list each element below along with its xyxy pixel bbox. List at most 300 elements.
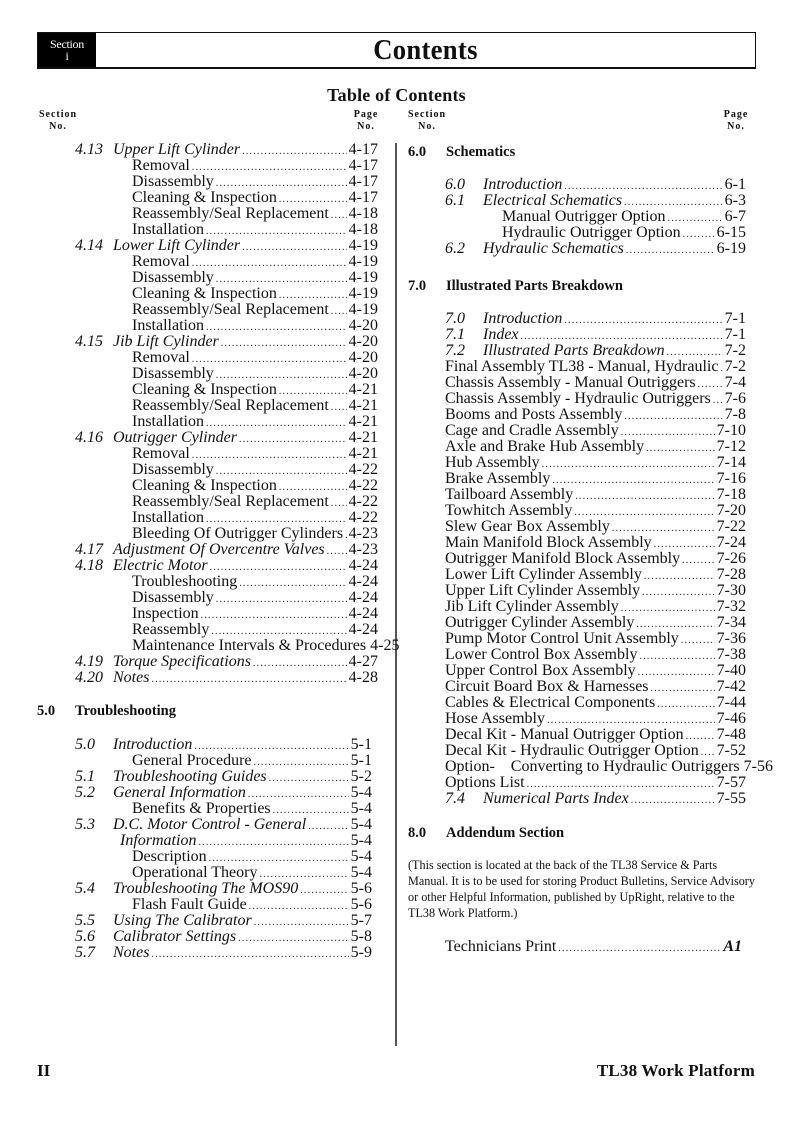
toc-entry-page: 7-12 [716,438,746,455]
toc-entry[interactable] [445,407,746,423]
toc-entry-page: 6-1 [724,176,746,193]
toc-title: Table of Contents [327,85,466,105]
toc-entry-number: 4.13 [75,141,103,158]
toc-entry-label: Cleaning & Inspection [132,285,277,302]
toc-entry-label: Outrigger Cylinder [113,429,237,446]
toc-entry-page: 4-24 [348,605,378,622]
toc-entry-page: 4-20 [348,365,378,382]
toc-entry-page: 4-20 [348,349,378,366]
toc-entry-label: Upper Lift Cylinder [113,141,241,158]
toc-entry-label: Chassis Assembly - Manual Outriggers [445,374,696,391]
left-page-header [350,109,382,133]
toc-entry-label: D.C. Motor Control - General [113,816,307,833]
toc-entry[interactable] [132,222,378,238]
toc-entry[interactable] [132,622,378,638]
toc-entry[interactable] [75,880,372,897]
toc-entry[interactable] [445,535,746,551]
toc-entry[interactable] [445,519,746,535]
toc-entry-label: Illustrated Parts Breakdown [483,342,665,359]
header-no-text: No. [357,121,375,132]
toc-entry-label: Final Assembly TL38 - Manual, Hydraulic [445,358,719,375]
toc-entry-label: Disassembly [132,589,214,606]
toc-entry-label: Jib Lift Cylinder Assembly [445,598,619,615]
toc-entry-page: 7-52 [716,742,746,759]
toc-entry[interactable] [75,653,378,670]
toc-entry-page: 5-4 [350,816,372,833]
toc-entry-label: Outrigger Manifold Block Assembly [445,550,681,567]
toc-entry[interactable] [445,326,746,343]
toc-entry-label: Disassembly [132,173,214,190]
toc-entry[interactable] [132,286,378,302]
toc-entry-number: 5.4 [75,880,95,897]
toc-entry-page: 4-19 [348,237,378,254]
right-page-header [720,109,752,133]
toc-entry[interactable] [132,366,378,382]
toc-entry-label: Description [132,848,207,865]
toc-entry[interactable] [445,631,746,647]
toc-entry-page: 6-3 [724,192,746,209]
toc-entry-page: 4-17 [348,189,378,206]
toc-entry[interactable] [132,350,378,366]
toc-entry-number: 4.19 [75,653,103,670]
toc-entry-number: 4.16 [75,429,103,446]
toc-entry-label: Notes [113,669,150,686]
toc-entry-label: Hydraulic Schematics [483,240,624,257]
toc-entry-page: 5-4 [350,864,372,881]
toc-entry-label: Manual Outrigger Option [502,208,666,225]
toc-entry-label: Disassembly [132,461,214,478]
toc-entry[interactable] [132,897,372,913]
header-no-text: No. [727,121,745,132]
toc-entry[interactable] [132,190,378,206]
toc-entry[interactable] [445,487,746,503]
toc-entry-label: Operational Theory [132,864,258,881]
toc-entry-label: Maintenance Intervals & Procedures [132,637,367,654]
toc-entry-page: 5-4 [350,832,372,849]
section-heading-7 [408,277,623,295]
toc-entry-label: Troubleshooting Guides [113,768,267,785]
toc-entry-page: A1 [723,938,742,955]
toc-entry-page: 7-2 [724,358,746,375]
toc-entry-label: Cables & Electrical Components [445,694,656,711]
toc-entry-number: 5.3 [75,816,95,833]
toc-entry-label: Decal Kit - Manual Outrigger Option [445,726,684,743]
toc-entry[interactable] [445,503,746,519]
toc-entry-label: Reassembly/Seal Replacement [132,493,329,510]
toc-entry-label: Benefits & Properties [132,800,271,817]
toc-entry-page: 4-19 [348,269,378,286]
toc-entry[interactable] [132,302,378,318]
toc-entry-page: 6-15 [716,224,746,241]
toc-entry-number: 4.18 [75,557,103,574]
toc-entry[interactable] [75,816,372,833]
toc-entry-number: 7.1 [445,326,465,343]
toc-entry-page: 5-4 [350,784,372,801]
toc-entry[interactable] [445,939,742,955]
toc-entry-page: 4-23 [348,541,378,558]
toc-entry-page: 4-22 [348,461,378,478]
toc-entry-page: 7-14 [716,454,746,471]
toc-entry-label: Options List [445,774,525,791]
toc-entry[interactable] [120,833,372,849]
toc-entry[interactable] [445,423,746,439]
toc-entry[interactable] [445,375,746,391]
toc-entry-label: Troubleshooting [132,573,238,590]
toc-entry-label: General Procedure [132,752,252,769]
toc-entry-label: Inspection [132,605,199,622]
toc-entry-label: Cleaning & Inspection [132,381,277,398]
toc-entry-page: 7-46 [716,710,746,727]
dot-leader [631,793,715,809]
toc-entry-number: 7.0 [445,310,465,327]
toc-entry-label: Bleeding Of Outrigger Cylinders [132,525,344,542]
toc-entry[interactable] [132,590,378,606]
toc-entry[interactable] [445,695,746,711]
toc-entry-label: General Information [113,784,246,801]
toc-entry-label: Reassembly/Seal Replacement [132,205,329,222]
toc-entry-page: 5-8 [350,928,372,945]
toc-entry-page: 4-22 [348,493,378,510]
header-no-text: No. [49,121,67,132]
toc-entry-label: Notes [113,944,150,961]
toc-entry-page: 6-19 [716,240,746,257]
section-heading-number: 8.0 [408,825,427,841]
section-heading-6 [408,143,515,161]
toc-entry[interactable] [445,711,746,727]
toc-entry-label: Circuit Board Box & Harnesses [445,678,649,695]
toc-entry-page: 7-40 [716,662,746,679]
dot-leader [151,947,348,963]
toc-entry-page: 7-22 [716,518,746,535]
toc-entry-label: Calibrator Settings [113,928,237,945]
toc-entry-number: 5.7 [75,944,95,961]
toc-entry-page: 4-17 [348,157,378,174]
toc-entry[interactable] [75,928,372,945]
toc-entry-label: Axle and Brake Hub Assembly [445,438,645,455]
toc-entry-number: 5.0 [75,736,95,753]
toc-entry-label: Cage and Cradle Assembly [445,422,619,439]
toc-entry[interactable] [445,727,746,743]
toc-entry[interactable] [445,342,746,359]
toc-entry[interactable] [445,663,746,679]
toc-entry-page: 7-38 [716,646,746,663]
toc-entry-page: 4-18 [348,221,378,238]
dot-leader [558,941,721,957]
toc-entry[interactable] [132,318,378,334]
toc-entry-page: 7-56 [743,758,773,775]
toc-entry-label: Installation [132,221,204,238]
toc-entry-page: 7-44 [716,694,746,711]
toc-entry[interactable] [445,471,746,487]
toc-entry-label: Decal Kit - Hydraulic Outrigger Option [445,742,699,759]
toc-entry-number: 4.15 [75,333,103,350]
header-page-text: Page [723,109,749,120]
toc-entry[interactable] [132,446,378,462]
toc-entry-page: 4-19 [348,253,378,270]
toc-entry-page: 4-21 [348,397,378,414]
section-tab [38,33,96,67]
toc-entry-label: Using The Calibrator [113,912,252,929]
dot-leader [151,672,346,688]
header-section-text: Section [38,109,78,120]
toc-entry-label: Cleaning & Inspection [132,477,277,494]
toc-entry-page: 7-1 [724,310,746,327]
toc-entry[interactable] [445,599,746,615]
toc-entry-page: 4-24 [348,557,378,574]
toc-entry-page: 5-4 [350,800,372,817]
toc-entry-label: Upper Lift Cylinder Assembly [445,582,641,599]
toc-entry[interactable] [75,141,378,158]
toc-entry-page: 4-21 [348,413,378,430]
toc-entry-page: 7-34 [716,614,746,631]
addendum-description: (This section is located at the back of the TL38 Service & Parts Manual. It is to be used for storing Product Bulletins, Service Advisory or other Helpful Information, published by UpRight, relative to the TL38 Work Platform.) [408,858,755,920]
toc-entry[interactable] [132,526,378,542]
toc-entry[interactable] [132,414,378,430]
column-divider [395,143,397,1046]
toc-entry-page: 4-28 [348,669,378,686]
section-heading-number: 5.0 [37,703,56,719]
toc-entry[interactable] [132,398,378,414]
toc-entry-page: 7-28 [716,566,746,583]
toc-entry-label: Disassembly [132,365,214,382]
toc-entry-page: 7-26 [716,550,746,567]
toc-entry[interactable] [132,382,378,398]
toc-entry[interactable] [132,270,378,286]
toc-entry[interactable] [75,944,372,961]
toc-entry-page: 4-27 [348,653,378,670]
header-no-text: No. [418,121,436,132]
toc-entry[interactable] [132,478,378,494]
toc-entry-page: 7-2 [724,342,746,359]
toc-entry[interactable] [445,359,746,375]
toc-entry[interactable] [445,567,746,583]
toc-entry[interactable] [132,254,378,270]
footer-product-name: TL38 Work Platform [596,1061,755,1080]
right-section-header [405,109,449,133]
toc-entry-page: 4-24 [348,573,378,590]
section-heading-5 [37,702,176,720]
toc-entry-page: 5-6 [350,896,372,913]
toc-entry[interactable] [132,158,378,174]
toc-entry[interactable] [445,176,746,193]
toc-entry-label: Electrical Schematics [483,192,623,209]
toc-entry-page: 4-21 [348,381,378,398]
toc-entry-label: Disassembly [132,269,214,286]
toc-entry-page: 5-6 [350,880,372,897]
toc-entry-label: Lower Control Box Assembly [445,646,638,663]
toc-entry[interactable] [132,637,400,654]
page-title: Contents [373,34,478,66]
toc-entry[interactable] [445,743,746,759]
toc-entry[interactable] [132,174,378,190]
toc-entry[interactable] [445,775,746,791]
toc-entry[interactable] [75,557,378,574]
toc-entry-page: 7-8 [724,406,746,423]
section-heading-8 [408,824,564,842]
toc-entry[interactable] [132,606,378,622]
toc-entry-label: Installation [132,509,204,526]
toc-entry[interactable] [445,192,746,209]
toc-entry-page: 7-32 [716,598,746,615]
toc-entry-page: 7-20 [716,502,746,519]
toc-entry-page: 4-21 [348,429,378,446]
toc-entry[interactable] [132,510,378,526]
toc-entry-number: 5.5 [75,912,95,929]
toc-entry-page: 4-22 [348,477,378,494]
toc-entry-page: 7-6 [724,390,746,407]
toc-entry-page: 4-21 [348,445,378,462]
toc-entry[interactable] [75,784,372,801]
toc-entry-page: 4-20 [348,333,378,350]
toc-entry-number: 7.4 [445,790,465,807]
toc-entry-page: 4-20 [348,317,378,334]
toc-entry-label: Installation [132,413,204,430]
toc-entry-label: Flash Fault Guide [132,896,247,913]
toc-entry-page: 4-24 [348,589,378,606]
toc-entry-label: Outrigger Cylinder Assembly [445,614,635,631]
toc-entry[interactable] [132,801,372,817]
toc-entry-label: Hub Assembly [445,454,540,471]
toc-entry-page: 4-22 [348,509,378,526]
section-heading-title: Illustrated Parts Breakdown [446,278,623,294]
toc-entry[interactable] [445,615,746,631]
toc-entry-page: 7-10 [716,422,746,439]
toc-entry-label: Towhitch Assembly [445,502,573,519]
toc-entry-number: 4.17 [75,541,103,558]
section-heading-title: Schematics [446,144,516,160]
toc-entry-label: Hydraulic Outrigger Option [502,224,681,241]
toc-entry[interactable] [75,541,378,558]
toc-entry[interactable] [445,758,773,775]
toc-entry-label: Chassis Assembly - Hydraulic Outriggers [445,390,711,407]
section-heading-title: Troubleshooting [75,703,176,719]
toc-entry-number: 5.2 [75,784,95,801]
toc-entry[interactable] [132,865,372,881]
toc-entry-label: Introduction [113,736,193,753]
toc-entry[interactable] [445,551,746,567]
toc-entry-label: Booms and Posts Assembly [445,406,623,423]
page-header [37,32,756,69]
toc-entry[interactable] [445,790,746,807]
toc-entry-label: Option- Converting to Hydraulic Outriggers [445,758,740,775]
toc-entry[interactable] [75,736,372,753]
toc-entry-label: Troubleshooting The MOS90 [113,880,299,897]
toc-entry[interactable] [132,494,378,510]
toc-entry[interactable] [75,429,378,446]
toc-entry[interactable] [445,455,746,471]
toc-entry-label: Removal [132,349,190,366]
toc-entry-page: 4-23 [348,525,378,542]
toc-entry-number: 6.2 [445,240,465,257]
toc-entry[interactable] [132,462,378,478]
toc-entry-page: 7-48 [716,726,746,743]
toc-entry[interactable] [75,237,378,254]
toc-entry-number: 6.1 [445,192,465,209]
toc-entry-label: Jib Lift Cylinder [113,333,219,350]
toc-entry-number: 4.14 [75,237,103,254]
toc-entry-page: 4-19 [348,301,378,318]
toc-entry-label: Pump Motor Control Unit Assembly [445,630,679,647]
dot-leader [626,243,715,259]
toc-entry[interactable] [132,574,378,590]
toc-entry[interactable] [502,225,746,241]
toc-entry-number: 6.0 [445,176,465,193]
toc-entry-label: Removal [132,253,190,270]
toc-entry[interactable] [75,768,372,785]
toc-entry[interactable] [75,912,372,929]
left-section-header [36,109,80,133]
toc-entry[interactable] [445,679,746,695]
toc-entry-label: Removal [132,157,190,174]
toc-entry[interactable] [132,849,372,865]
toc-entry-label: Cleaning & Inspection [132,189,277,206]
toc-entry-label: Upper Control Box Assembly [445,662,636,679]
toc-entry-label: Index [483,326,519,343]
toc-entry-number: 4.20 [75,669,103,686]
footer-page-number: II [37,1061,51,1080]
toc-entry-page: 4-17 [348,173,378,190]
toc-entry-label: Reassembly/Seal Replacement [132,397,329,414]
toc-entry[interactable] [445,439,746,455]
toc-entry-label: Main Manifold Block Assembly [445,534,652,551]
section-heading-title: Addendum Section [446,825,565,841]
toc-entry-page: 7-4 [724,374,746,391]
toc-entry[interactable] [75,333,378,350]
section-heading-number: 6.0 [408,144,427,160]
toc-entry-page: 5-9 [350,944,372,961]
toc-entry[interactable] [502,209,746,225]
header-section-text: Section [407,109,447,120]
toc-entry-page: 4-18 [348,205,378,222]
toc-entry-page: 7-42 [716,678,746,695]
section-label: Section [50,37,84,51]
toc-entry-page: 5-2 [350,768,372,785]
toc-entry-label: Lower Lift Cylinder Assembly [445,566,642,583]
toc-entry-label: Adjustment Of Overcentre Valves [113,541,325,558]
toc-entry-page: 7-30 [716,582,746,599]
toc-entry-label: Reassembly/Seal Replacement [132,301,329,318]
header-page-text: Page [353,109,379,120]
toc-entry-page: 7-36 [716,630,746,647]
toc-entry-label: Installation [132,317,204,334]
toc-entry-label: Reassembly [132,621,210,638]
toc-entry[interactable] [445,647,746,663]
toc-entry[interactable] [445,240,746,257]
toc-entry-page: 4-19 [348,285,378,302]
toc-entry-label: Tailboard Assembly [445,486,574,503]
section-number: i [65,49,69,63]
toc-entry-number: 5.1 [75,768,95,785]
toc-entry-label: Lower Lift Cylinder [113,237,241,254]
toc-entry[interactable] [445,310,746,327]
toc-entry[interactable] [445,583,746,599]
toc-entry-label: Introduction [483,310,563,327]
toc-entry-label: Introduction [483,176,563,193]
section-heading-number: 7.0 [408,278,427,294]
toc-entry[interactable] [132,206,378,222]
toc-entry[interactable] [75,669,378,686]
toc-entry[interactable] [445,391,746,407]
toc-entry-page: 4-25 [370,637,400,654]
toc-entry-page: 7-57 [716,774,746,791]
toc-entry-number: 7.2 [445,342,465,359]
toc-entry-label: Torque Specifications [113,653,251,670]
toc-entry-label: Technicians Print [445,938,557,955]
toc-entry-label: Information [120,832,197,849]
toc-entry-page: 7-24 [716,534,746,551]
toc-entry[interactable] [132,753,372,769]
toc-entry-page: 6-7 [724,208,746,225]
